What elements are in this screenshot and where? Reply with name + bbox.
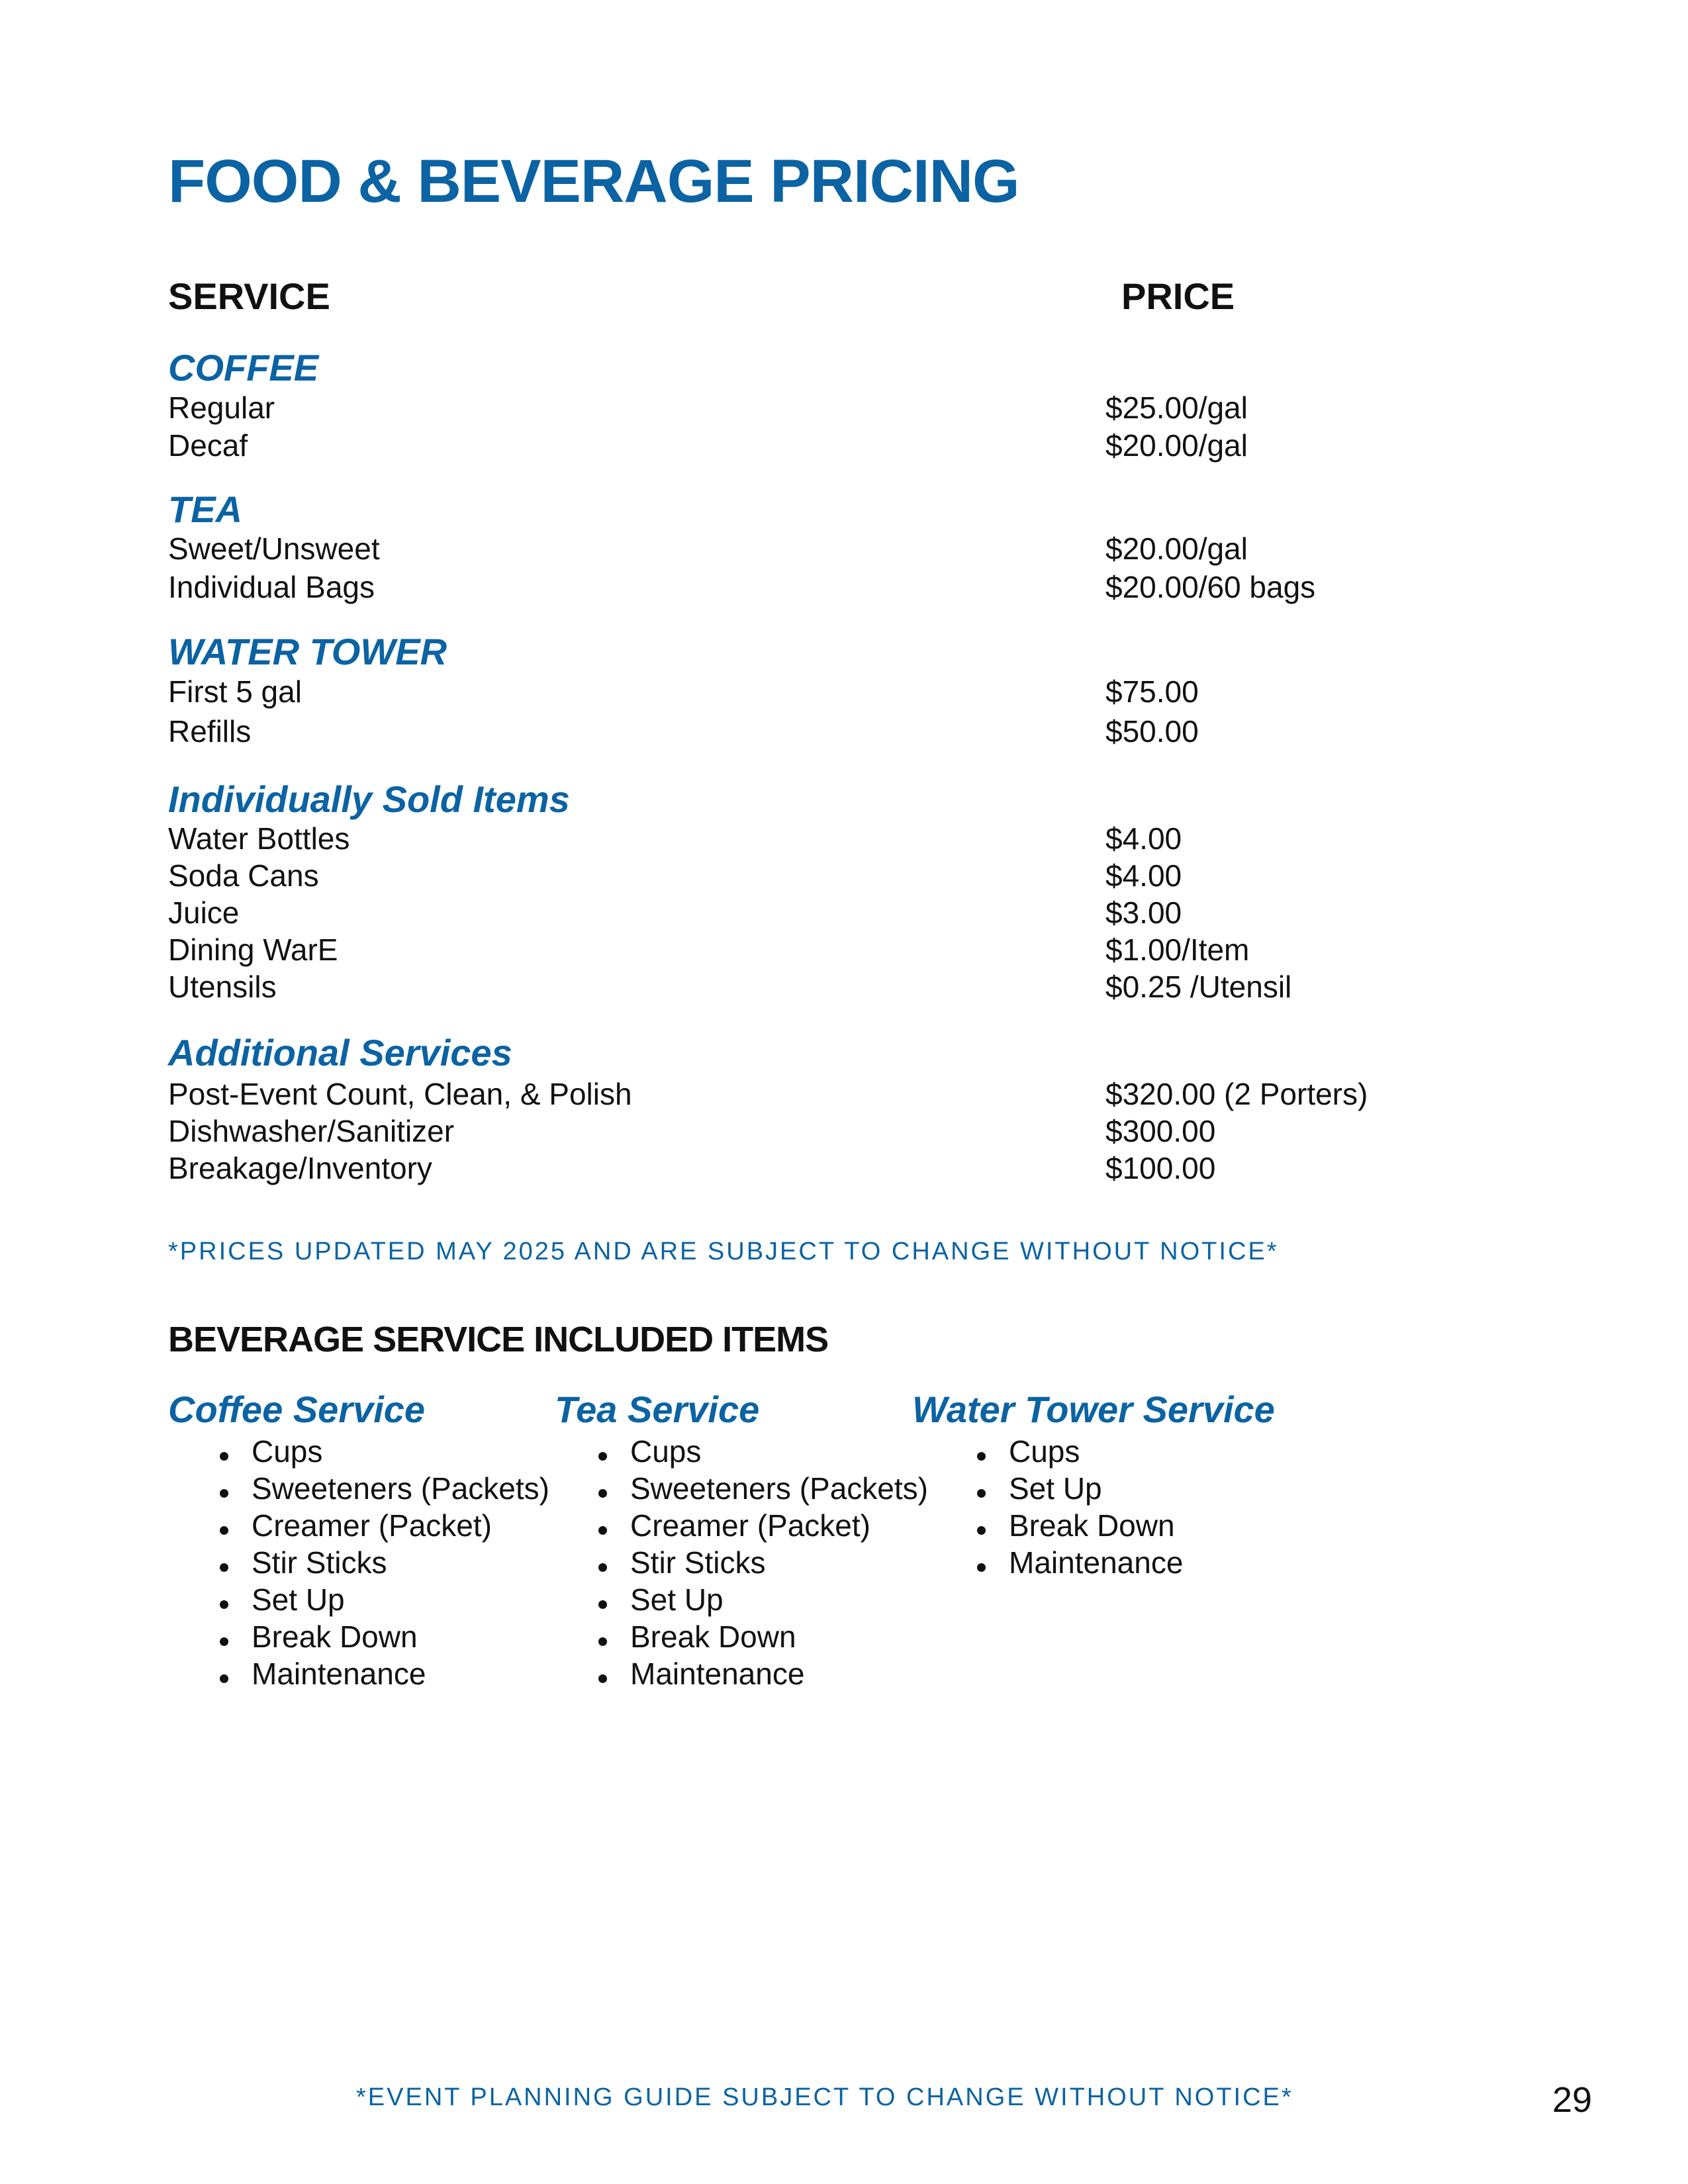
row-service-dishwasher-sanitizer: Dishwasher/Sanitizer <box>168 1114 455 1148</box>
row-service-regular: Regular <box>168 390 275 425</box>
section-heading-tea: TEA <box>168 488 242 530</box>
list-item: Creamer (Packet) <box>630 1508 870 1543</box>
row-price-first-5-gal: $75.00 <box>1105 674 1199 709</box>
row-price-juice: $3.00 <box>1105 895 1182 930</box>
section-heading-individually-sold-items: Individually Sold Items <box>168 778 570 820</box>
bullet-icon <box>977 1489 986 1498</box>
list-item: Sweeteners (Packets) <box>630 1471 928 1506</box>
bullet-icon <box>220 1674 228 1683</box>
row-price-soda-cans: $4.00 <box>1105 858 1182 893</box>
list-item: Set Up <box>630 1582 724 1617</box>
row-service-individual-bags: Individual Bags <box>168 570 375 604</box>
row-service-juice: Juice <box>168 895 240 930</box>
row-service-soda-cans: Soda Cans <box>168 858 319 893</box>
list-item: Break Down <box>252 1619 418 1654</box>
list-item: Set Up <box>1009 1471 1102 1506</box>
row-service-utensils: Utensils <box>168 970 277 1004</box>
row-price-utensils: $0.25 /Utensil <box>1105 970 1292 1004</box>
price-update-notice: *PRICES UPDATED MAY 2025 AND ARE SUBJECT TO CHANGE WITHOUT NOTICE* <box>168 1238 1279 1265</box>
row-service-refills: Refills <box>168 714 252 749</box>
page-title: FOOD & BEVERAGE PRICING <box>168 148 1019 215</box>
row-price-refills: $50.00 <box>1105 714 1199 749</box>
bullet-icon <box>598 1637 607 1646</box>
bullet-icon <box>977 1452 986 1461</box>
bullet-icon <box>220 1526 228 1535</box>
list-item: Break Down <box>1009 1508 1175 1543</box>
bullet-icon <box>977 1526 986 1535</box>
row-price-decaf: $20.00/gal <box>1105 428 1248 463</box>
tea-service-heading: Tea Service <box>555 1388 760 1430</box>
bullet-icon <box>598 1452 607 1461</box>
row-service-sweet-unsweet: Sweet/Unsweet <box>168 531 380 566</box>
row-service-decaf: Decaf <box>168 428 248 463</box>
bullet-icon <box>220 1452 228 1461</box>
bullet-icon <box>598 1600 607 1609</box>
included-items-heading: BEVERAGE SERVICE INCLUDED ITEMS <box>168 1320 829 1359</box>
section-heading-coffee: COFFEE <box>168 347 319 388</box>
row-price-individual-bags: $20.00/60 bags <box>1105 570 1316 604</box>
row-price-regular: $25.00/gal <box>1105 390 1248 425</box>
list-item: Set Up <box>252 1582 345 1617</box>
bullet-icon <box>598 1526 607 1535</box>
bullet-icon <box>598 1674 607 1683</box>
footer-notice: *EVENT PLANNING GUIDE SUBJECT TO CHANGE WITHOUT NOTICE* <box>356 2083 1293 2111</box>
list-item: Cups <box>630 1434 702 1469</box>
row-service-dining-ware: Dining WarE <box>168 933 338 967</box>
page-number: 29 <box>1552 2080 1593 2120</box>
list-item: Stir Sticks <box>252 1545 387 1580</box>
price-column-header: PRICE <box>1121 275 1235 317</box>
list-item: Maintenance <box>1009 1545 1184 1580</box>
bullet-icon <box>220 1489 228 1498</box>
row-service-breakage-inventory: Breakage/Inventory <box>168 1151 432 1185</box>
bullet-icon <box>598 1489 607 1498</box>
coffee-service-heading: Coffee Service <box>168 1388 426 1430</box>
list-item: Creamer (Packet) <box>252 1508 492 1543</box>
section-heading-additional-services: Additional Services <box>168 1032 512 1073</box>
row-price-breakage-inventory: $100.00 <box>1105 1151 1216 1185</box>
list-item: Stir Sticks <box>630 1545 766 1580</box>
bullet-icon <box>220 1600 228 1609</box>
service-column-header: SERVICE <box>168 275 330 317</box>
row-price-sweet-unsweet: $20.00/gal <box>1105 531 1248 566</box>
water-tower-service-heading: Water Tower Service <box>912 1388 1275 1430</box>
list-item: Maintenance <box>252 1657 426 1691</box>
list-item: Cups <box>252 1434 323 1469</box>
row-price-post-event-clean: $320.00 (2 Porters) <box>1105 1077 1368 1111</box>
bullet-icon <box>220 1563 228 1572</box>
row-service-post-event-clean: Post-Event Count, Clean, & Polish <box>168 1077 632 1111</box>
list-item: Cups <box>1009 1434 1080 1469</box>
row-price-water-bottles: $4.00 <box>1105 821 1182 856</box>
list-item: Maintenance <box>630 1657 805 1691</box>
row-price-dining-ware: $1.00/Item <box>1105 933 1250 967</box>
row-price-dishwasher-sanitizer: $300.00 <box>1105 1114 1216 1148</box>
bullet-icon <box>598 1563 607 1572</box>
list-item: Break Down <box>630 1619 796 1654</box>
list-item: Sweeteners (Packets) <box>252 1471 549 1506</box>
section-heading-water-tower: WATER TOWER <box>168 631 447 672</box>
row-service-water-bottles: Water Bottles <box>168 821 350 856</box>
bullet-icon <box>220 1637 228 1646</box>
bullet-icon <box>977 1563 986 1572</box>
row-service-first-5-gal: First 5 gal <box>168 674 302 709</box>
